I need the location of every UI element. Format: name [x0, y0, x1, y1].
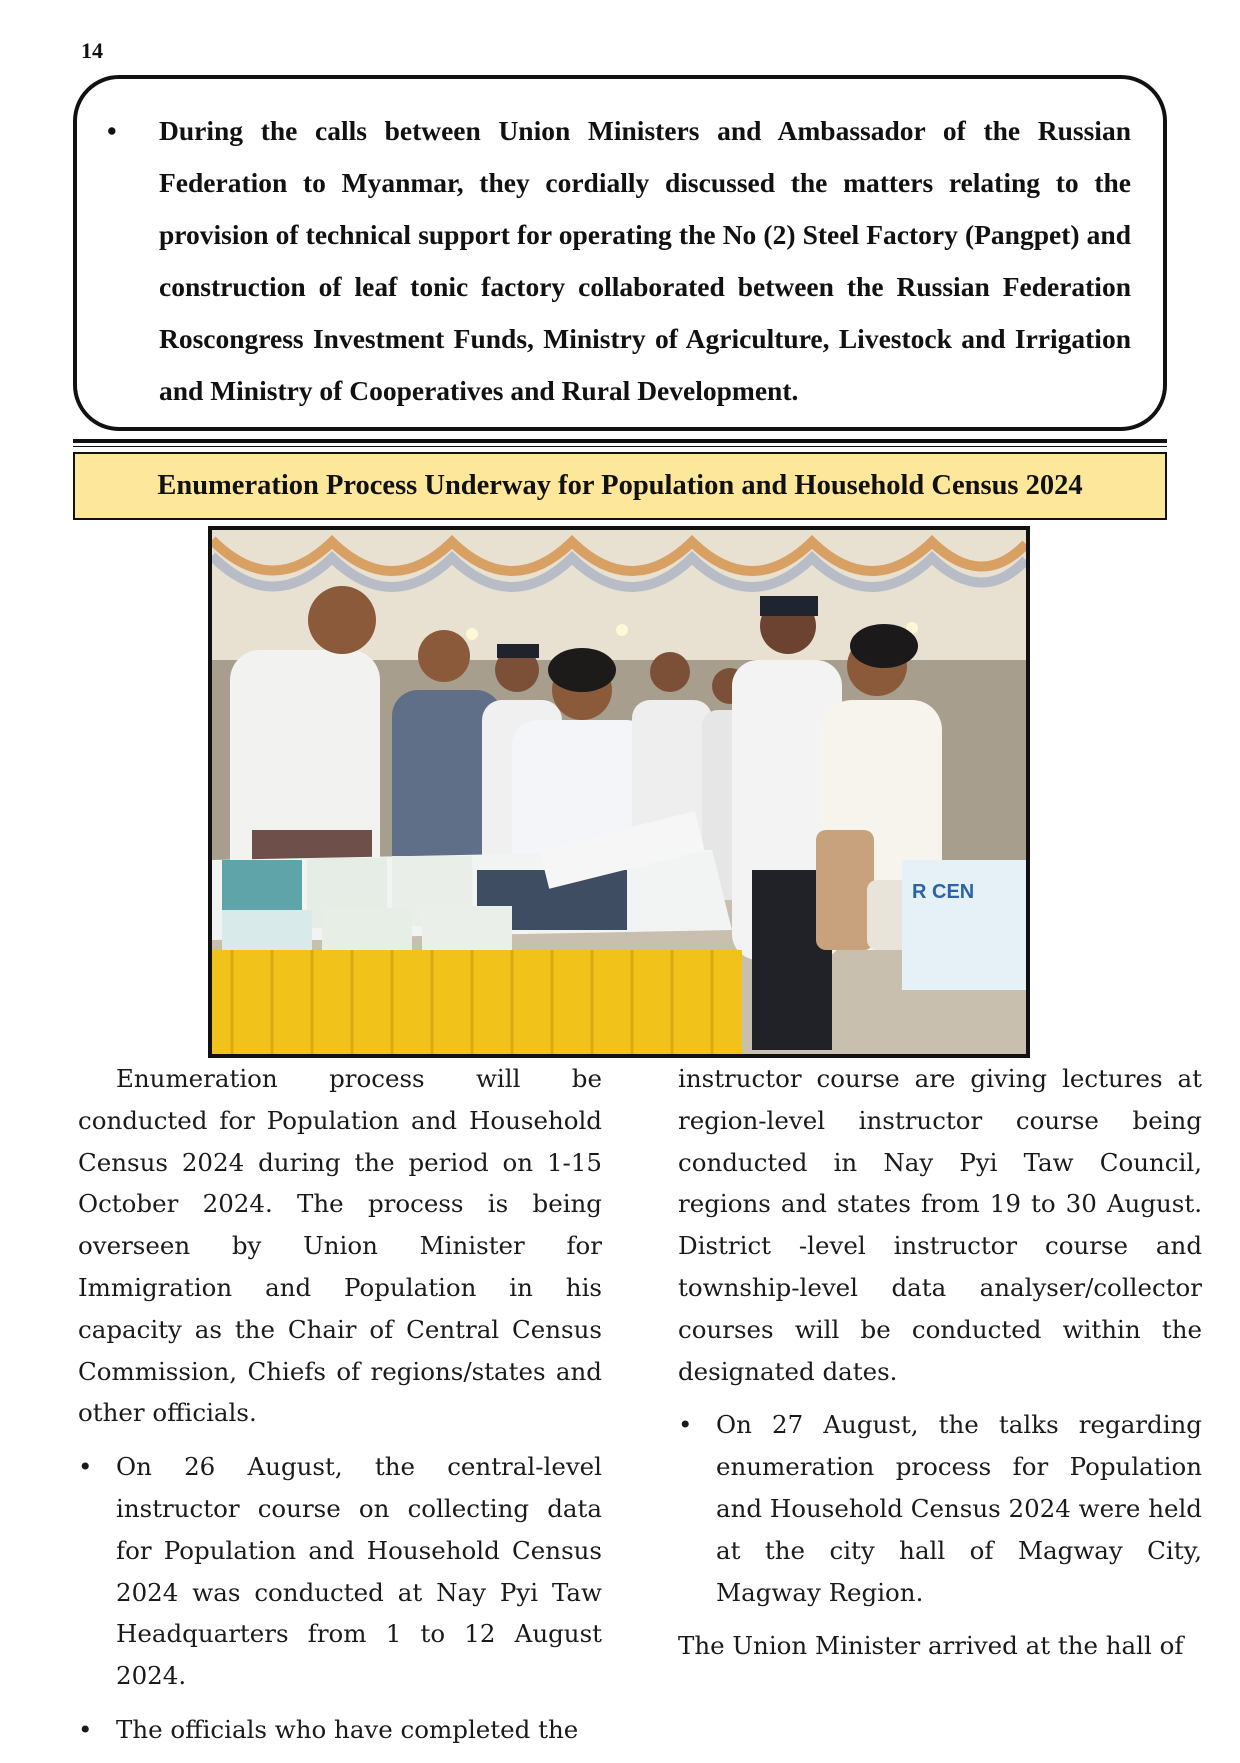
- photo-illustration: [212, 530, 1026, 1054]
- page-number: 14: [81, 38, 103, 63]
- callout-bullet: • During the calls between Union Ministers and Ambassador of the Russian Federation to Myanmar, they cordially discussed the matters relating to the provision of technical support for operating the No (2) Steel Factory (Pangpet) and construction of leaf tonic factory collaborated between the Russian Federation Roscongress Investment Funds, Ministry of Agriculture, Livestock and Irrigation and Ministry of Cooperatives and Rural Development.: [129, 105, 1131, 417]
- section-divider-thin: [73, 446, 1167, 447]
- continuation-paragraph: instructor course are giving lectures at region-level instructor course being conducted in Nay Pyi Taw Council, regions and states from 19 to 30 August. District -level instructor course and township-level data analyser/collector courses will be conducted within the designated dates.: [678, 1064, 1202, 1386]
- section-divider: [73, 439, 1167, 443]
- right-bullet-list: [678, 1404, 1202, 1613]
- callout-list: [129, 105, 1131, 417]
- left-bullet-list: [78, 1446, 602, 1751]
- list-item: • The officials who have completed the: [78, 1709, 602, 1751]
- article-left-column: [78, 1058, 602, 1763]
- trailing-paragraph: The Union Minister arrived at the hall of: [678, 1631, 1184, 1661]
- article-right-column: [678, 1058, 1202, 1667]
- callout-box: [73, 75, 1167, 431]
- list-item: • On 26 August, the central-level instructor course on collecting data for Population and Household Census 2024 was conducted at Nay Pyi Taw Headquarters from 1 to 12 August 2024.: [78, 1446, 602, 1697]
- photo-banner-text: R CEN: [912, 881, 975, 903]
- article-photo: [208, 526, 1030, 1058]
- article-headline: Enumeration Process Underway for Population and Household Census 2024: [73, 452, 1167, 520]
- list-item: • On 27 August, the talks regarding enumeration process for Population and Household Census 2024 were held at the city hall of Magway City, Magway Region.: [678, 1404, 1202, 1613]
- article-intro-paragraph: Enumeration process will be conducted for Population and Household Census 2024 during the period on 1-15 October 2024. The process is being overseen by Union Minister for Immigration and Population in his capacity as the Chair of Central Census Commission, Chiefs of regions/states and other officials.: [78, 1064, 602, 1428]
